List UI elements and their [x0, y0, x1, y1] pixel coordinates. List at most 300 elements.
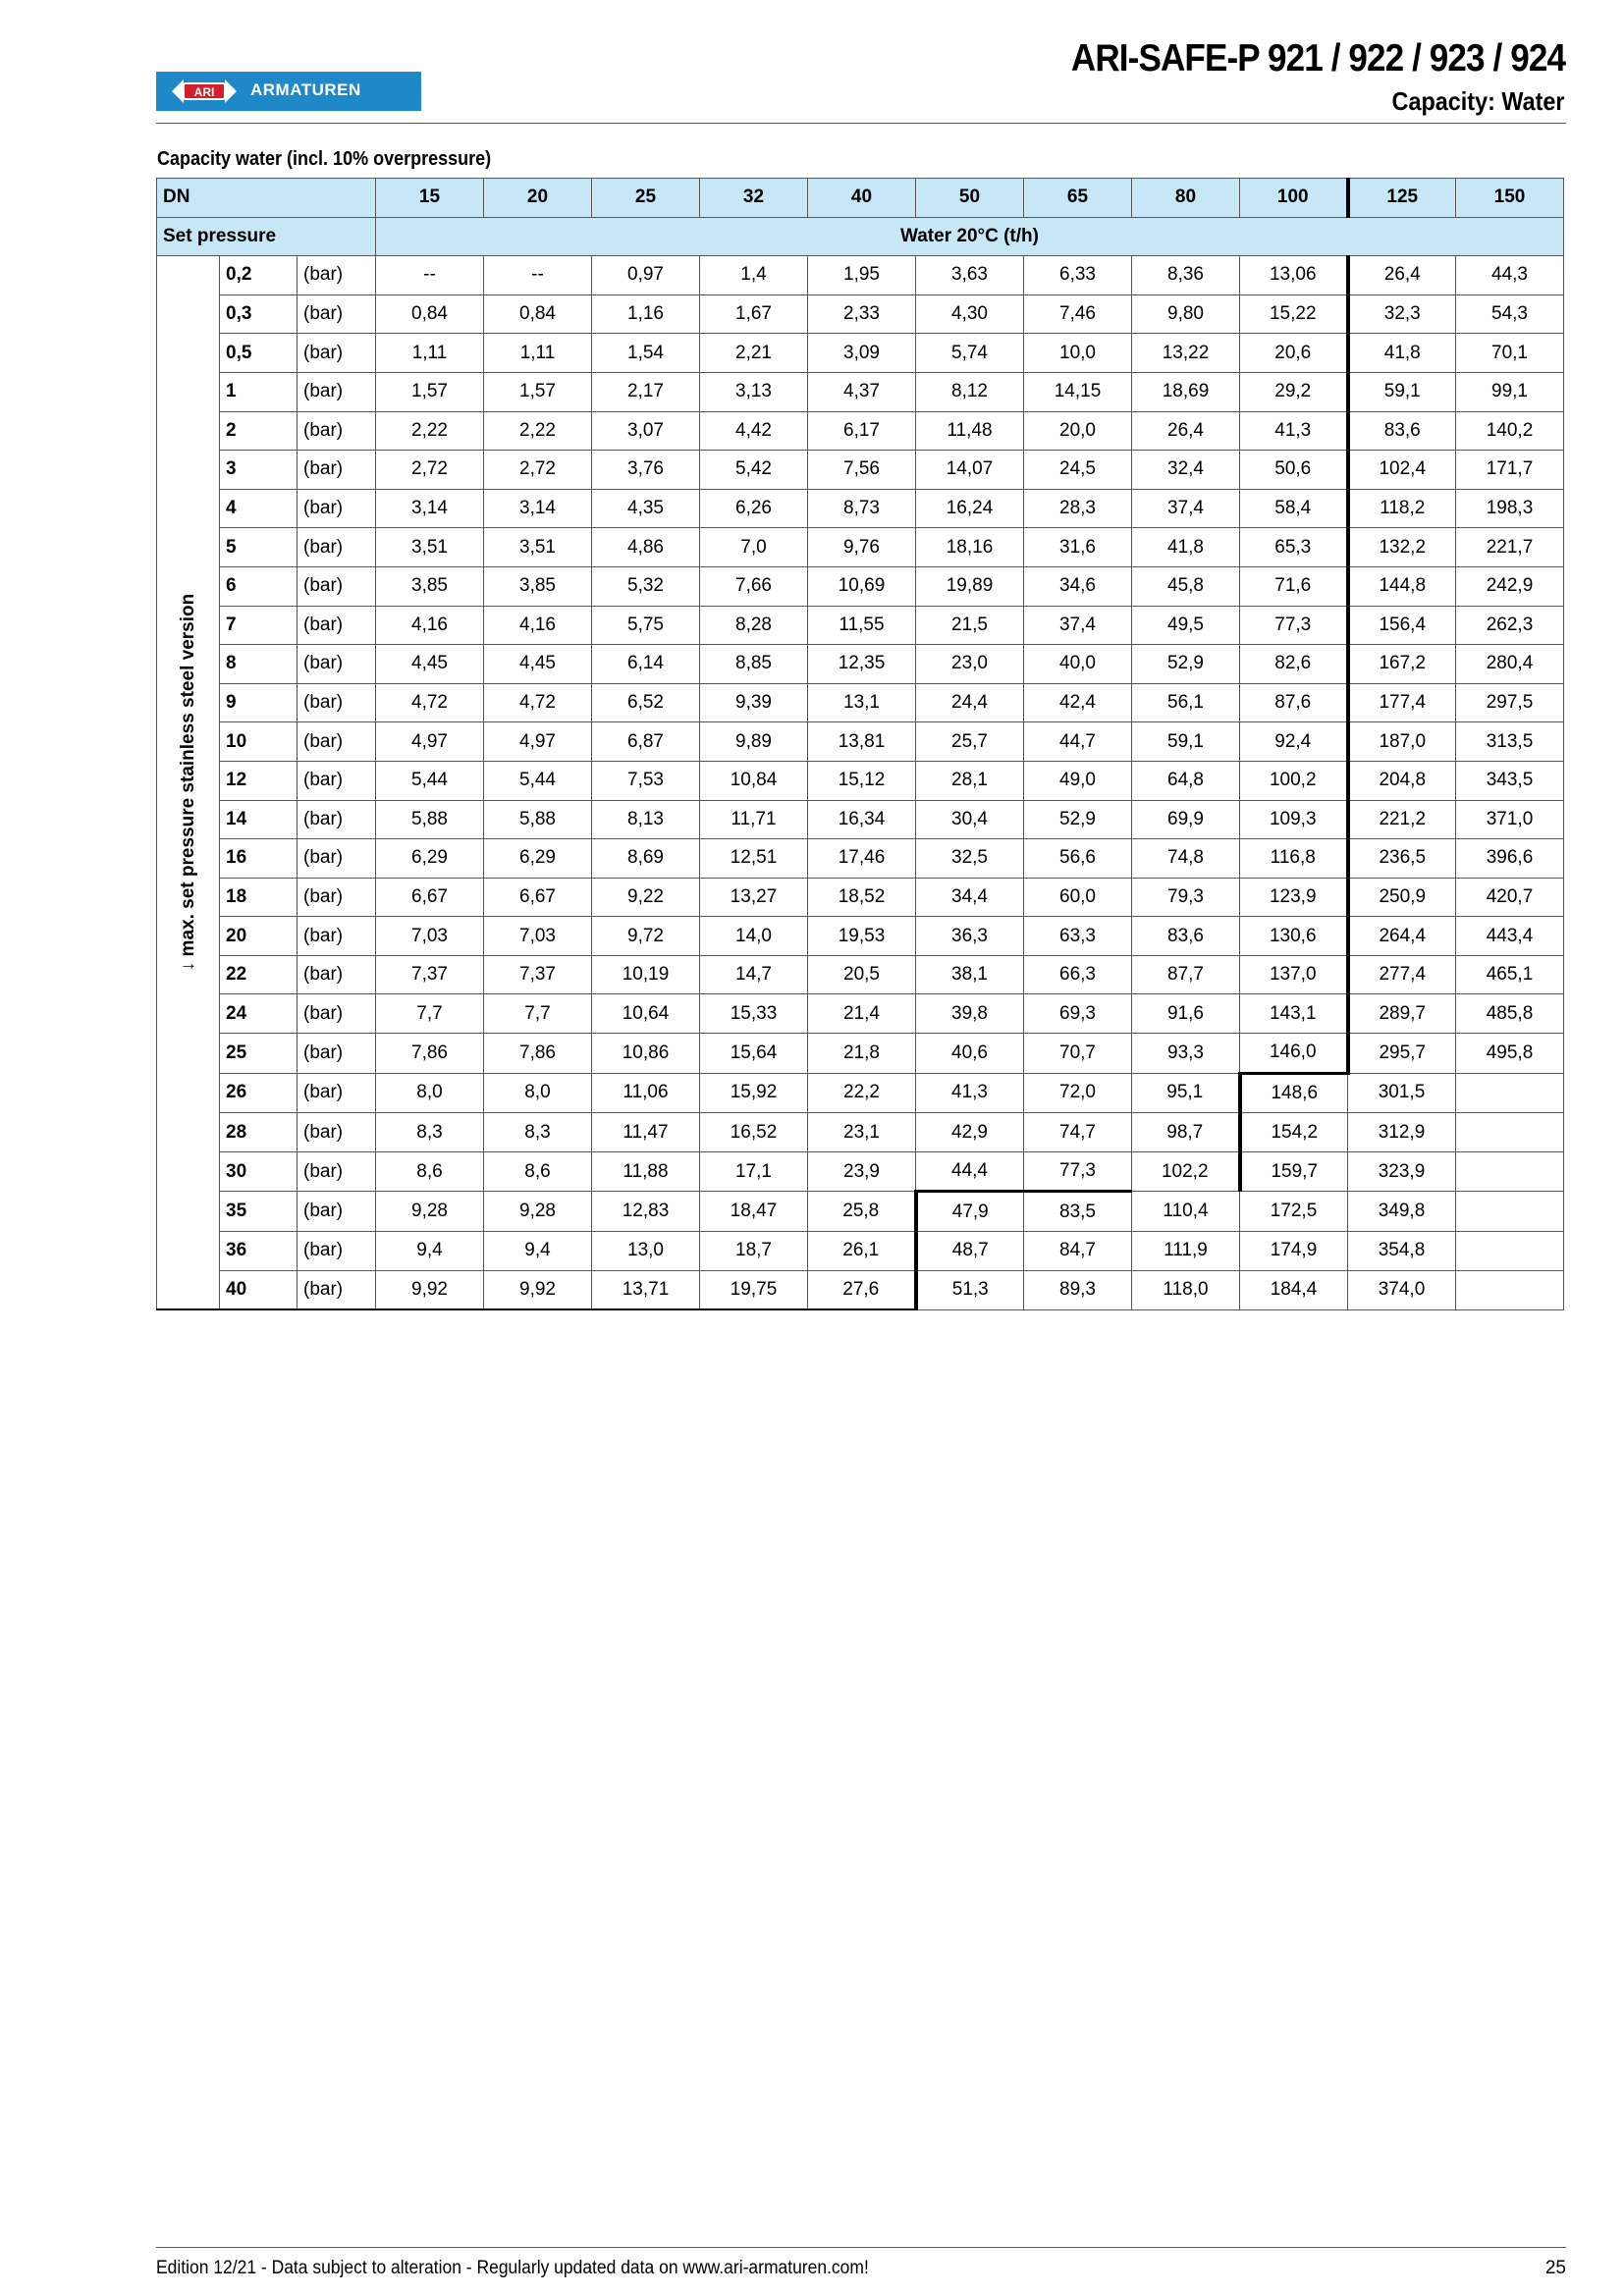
capacity-cell: 109,3 — [1240, 800, 1348, 839]
capacity-cell: 9,92 — [376, 1270, 484, 1309]
capacity-cell: 1,11 — [376, 334, 484, 373]
capacity-cell: 40,6 — [916, 1034, 1024, 1074]
capacity-cell: 56,1 — [1132, 683, 1240, 722]
capacity-cell: 14,15 — [1024, 372, 1132, 411]
capacity-cell: 277,4 — [1348, 955, 1456, 994]
capacity-cell: 5,44 — [484, 761, 592, 800]
capacity-cell: 5,74 — [916, 334, 1024, 373]
dn-header-cell: 150 — [1456, 179, 1564, 218]
capacity-cell: 26,1 — [808, 1232, 916, 1271]
capacity-cell: 10,86 — [592, 1034, 700, 1074]
table-row — [157, 489, 1564, 528]
capacity-cell: 144,8 — [1348, 566, 1456, 606]
capacity-cell: 118,0 — [1132, 1270, 1240, 1309]
capacity-cell: 15,92 — [700, 1073, 808, 1113]
capacity-cell: 371,0 — [1456, 800, 1564, 839]
capacity-cell: 6,17 — [808, 411, 916, 451]
capacity-cell: 323,9 — [1348, 1151, 1456, 1192]
capacity-cell: 83,6 — [1348, 411, 1456, 451]
capacity-cell: 2,22 — [484, 411, 592, 451]
set-pressure-cell: 7 — [220, 606, 298, 645]
capacity-cell: 130,6 — [1240, 917, 1348, 956]
capacity-cell: 30,4 — [916, 800, 1024, 839]
capacity-cell: 12,35 — [808, 645, 916, 684]
capacity-cell: 6,26 — [700, 489, 808, 528]
capacity-cell: 4,16 — [484, 606, 592, 645]
capacity-cell: 18,47 — [700, 1192, 808, 1232]
capacity-cell: 7,03 — [376, 917, 484, 956]
capacity-cell: 0,97 — [592, 256, 700, 295]
capacity-cell: 6,52 — [592, 683, 700, 722]
capacity-cell: 13,81 — [808, 722, 916, 762]
capacity-cell: 171,7 — [1456, 451, 1564, 490]
capacity-cell: 18,69 — [1132, 372, 1240, 411]
capacity-cell: 9,4 — [484, 1232, 592, 1271]
capacity-cell: 349,8 — [1348, 1192, 1456, 1232]
table-row — [157, 528, 1564, 567]
unit-cell: (bar) — [298, 878, 376, 917]
capacity-cell: 2,22 — [376, 411, 484, 451]
capacity-cell: 3,51 — [376, 528, 484, 567]
capacity-cell: 28,1 — [916, 761, 1024, 800]
capacity-cell: 22,2 — [808, 1073, 916, 1113]
capacity-cell: 10,0 — [1024, 334, 1132, 373]
capacity-cell: 13,22 — [1132, 334, 1240, 373]
table-row — [157, 761, 1564, 800]
capacity-cell: 40,0 — [1024, 645, 1132, 684]
set-pressure-cell: 36 — [220, 1232, 298, 1271]
capacity-cell: 6,29 — [484, 839, 592, 879]
capacity-cell: 16,52 — [700, 1113, 808, 1152]
capacity-cell: 204,8 — [1348, 761, 1456, 800]
capacity-cell: 9,80 — [1132, 294, 1240, 334]
capacity-cell: 289,7 — [1348, 994, 1456, 1034]
set-pressure-cell: 6 — [220, 566, 298, 606]
set-pressure-cell: 28 — [220, 1113, 298, 1152]
capacity-cell: 15,33 — [700, 994, 808, 1034]
capacity-cell: 148,6 — [1240, 1073, 1348, 1113]
capacity-cell: 7,86 — [376, 1034, 484, 1074]
capacity-cell: 140,2 — [1456, 411, 1564, 451]
capacity-cell: 132,2 — [1348, 528, 1456, 567]
capacity-cell: 87,7 — [1132, 955, 1240, 994]
capacity-cell: 98,7 — [1132, 1113, 1240, 1152]
table-row — [157, 1270, 1564, 1309]
capacity-cell: 29,2 — [1240, 372, 1348, 411]
capacity-cell: 7,86 — [484, 1034, 592, 1074]
footer-divider — [156, 2247, 1566, 2248]
capacity-cell: 374,0 — [1348, 1270, 1456, 1309]
capacity-cell: 6,67 — [484, 878, 592, 917]
unit-cell: (bar) — [298, 839, 376, 879]
capacity-cell: 7,56 — [808, 451, 916, 490]
set-pressure-cell: 35 — [220, 1192, 298, 1232]
ari-logo-icon — [170, 75, 239, 108]
capacity-cell: 5,88 — [376, 800, 484, 839]
set-pressure-cell: 9 — [220, 683, 298, 722]
capacity-cell: 19,53 — [808, 917, 916, 956]
capacity-cell: 1,95 — [808, 256, 916, 295]
capacity-cell: 44,7 — [1024, 722, 1132, 762]
capacity-cell: 3,07 — [592, 411, 700, 451]
capacity-cell: 9,22 — [592, 878, 700, 917]
unit-cell: (bar) — [298, 489, 376, 528]
set-pressure-cell: 2 — [220, 411, 298, 451]
capacity-cell: 64,8 — [1132, 761, 1240, 800]
capacity-cell: 13,0 — [592, 1232, 700, 1271]
capacity-cell: 25,7 — [916, 722, 1024, 762]
set-pressure-cell: 18 — [220, 878, 298, 917]
capacity-cell: 45,8 — [1132, 566, 1240, 606]
capacity-cell: 21,8 — [808, 1034, 916, 1074]
unit-cell: (bar) — [298, 606, 376, 645]
unit-cell: (bar) — [298, 1192, 376, 1232]
document-subtitle: Capacity: Water — [1392, 86, 1565, 116]
set-pressure-cell: 12 — [220, 761, 298, 800]
set-pressure-cell: 30 — [220, 1151, 298, 1192]
capacity-cell — [1456, 1270, 1564, 1309]
capacity-cell: 59,1 — [1132, 722, 1240, 762]
capacity-cell: 18,16 — [916, 528, 1024, 567]
capacity-cell: 13,71 — [592, 1270, 700, 1309]
capacity-cell: 7,37 — [376, 955, 484, 994]
dn-label: DN — [157, 179, 376, 218]
capacity-cell: 52,9 — [1132, 645, 1240, 684]
set-pressure-header-row — [157, 217, 1564, 256]
capacity-cell: 5,32 — [592, 566, 700, 606]
capacity-cell: 280,4 — [1456, 645, 1564, 684]
capacity-cell: 123,9 — [1240, 878, 1348, 917]
capacity-cell: 9,92 — [484, 1270, 592, 1309]
header-divider — [156, 123, 1566, 124]
capacity-cell: 24,5 — [1024, 451, 1132, 490]
capacity-cell: 146,0 — [1240, 1034, 1348, 1074]
capacity-cell: 3,14 — [376, 489, 484, 528]
capacity-cell: 7,03 — [484, 917, 592, 956]
set-pressure-cell: 1 — [220, 372, 298, 411]
capacity-cell: 12,51 — [700, 839, 808, 879]
capacity-cell: 4,97 — [484, 722, 592, 762]
set-pressure-cell: 20 — [220, 917, 298, 956]
set-pressure-cell: 24 — [220, 994, 298, 1034]
set-pressure-cell: 25 — [220, 1034, 298, 1074]
capacity-cell: 11,88 — [592, 1151, 700, 1192]
capacity-cell: 21,5 — [916, 606, 1024, 645]
capacity-cell: 34,6 — [1024, 566, 1132, 606]
capacity-cell — [1456, 1151, 1564, 1192]
table-row — [157, 1034, 1564, 1074]
set-pressure-cell: 16 — [220, 839, 298, 879]
set-pressure-cell: 14 — [220, 800, 298, 839]
capacity-cell: 312,9 — [1348, 1113, 1456, 1152]
unit-cell: (bar) — [298, 528, 376, 567]
capacity-cell: 20,5 — [808, 955, 916, 994]
capacity-cell: 59,1 — [1348, 372, 1456, 411]
table-row — [157, 645, 1564, 684]
capacity-cell: 3,14 — [484, 489, 592, 528]
capacity-cell: 10,64 — [592, 994, 700, 1034]
capacity-cell: 396,6 — [1456, 839, 1564, 879]
capacity-cell: 4,97 — [376, 722, 484, 762]
capacity-cell: 36,3 — [916, 917, 1024, 956]
capacity-cell: 13,27 — [700, 878, 808, 917]
capacity-cell: 26,4 — [1348, 256, 1456, 295]
capacity-cell: 13,1 — [808, 683, 916, 722]
capacity-cell: 4,42 — [700, 411, 808, 451]
capacity-cell: 159,7 — [1240, 1151, 1348, 1192]
capacity-cell: 221,2 — [1348, 800, 1456, 839]
capacity-cell: 2,17 — [592, 372, 700, 411]
dn-header-cell: 50 — [916, 179, 1024, 218]
capacity-cell: 16,34 — [808, 800, 916, 839]
capacity-cell: 84,7 — [1024, 1232, 1132, 1271]
unit-cell: (bar) — [298, 917, 376, 956]
capacity-cell: 420,7 — [1456, 878, 1564, 917]
capacity-cell: 19,75 — [700, 1270, 808, 1309]
capacity-cell: 51,3 — [916, 1270, 1024, 1309]
capacity-cell: 5,88 — [484, 800, 592, 839]
capacity-cell: 116,8 — [1240, 839, 1348, 879]
capacity-cell: 295,7 — [1348, 1034, 1456, 1074]
capacity-cell: 11,48 — [916, 411, 1024, 451]
capacity-cell — [1456, 1232, 1564, 1271]
unit-cell: (bar) — [298, 800, 376, 839]
capacity-cell: 167,2 — [1348, 645, 1456, 684]
table-row — [157, 955, 1564, 994]
capacity-cell: 143,1 — [1240, 994, 1348, 1034]
capacity-cell: 17,1 — [700, 1151, 808, 1192]
capacity-cell: 70,1 — [1456, 334, 1564, 373]
capacity-cell: 9,72 — [592, 917, 700, 956]
capacity-cell: 4,86 — [592, 528, 700, 567]
capacity-cell: 8,6 — [376, 1151, 484, 1192]
table-row — [157, 839, 1564, 879]
unit-cell: (bar) — [298, 1073, 376, 1113]
table-row — [157, 372, 1564, 411]
capacity-cell: 7,7 — [484, 994, 592, 1034]
capacity-cell: 9,28 — [376, 1192, 484, 1232]
capacity-cell: 8,3 — [484, 1113, 592, 1152]
capacity-cell: 11,47 — [592, 1113, 700, 1152]
table-row — [157, 683, 1564, 722]
capacity-cell: 198,3 — [1456, 489, 1564, 528]
capacity-cell: 52,9 — [1024, 800, 1132, 839]
capacity-cell: 8,28 — [700, 606, 808, 645]
capacity-cell: 20,0 — [1024, 411, 1132, 451]
capacity-cell: 41,8 — [1348, 334, 1456, 373]
capacity-cell: 118,2 — [1348, 489, 1456, 528]
capacity-cell: 72,0 — [1024, 1073, 1132, 1113]
set-pressure-cell: 4 — [220, 489, 298, 528]
capacity-cell: 6,14 — [592, 645, 700, 684]
capacity-cell: 8,73 — [808, 489, 916, 528]
table-caption: Capacity water (incl. 10% overpressure) — [157, 148, 492, 170]
capacity-cell: 15,22 — [1240, 294, 1348, 334]
capacity-cell: 24,4 — [916, 683, 1024, 722]
capacity-cell: 10,19 — [592, 955, 700, 994]
capacity-cell: 1,57 — [376, 372, 484, 411]
unit-cell: (bar) — [298, 566, 376, 606]
unit-cell: (bar) — [298, 1034, 376, 1074]
capacity-cell: 14,0 — [700, 917, 808, 956]
capacity-cell: 7,66 — [700, 566, 808, 606]
dn-header-row — [157, 179, 1564, 218]
dn-header-cell: 25 — [592, 179, 700, 218]
capacity-cell: 11,55 — [808, 606, 916, 645]
capacity-cell: 99,1 — [1456, 372, 1564, 411]
capacity-table — [156, 178, 1564, 1310]
capacity-cell: 111,9 — [1132, 1232, 1240, 1271]
capacity-cell: 7,53 — [592, 761, 700, 800]
capacity-cell: 21,4 — [808, 994, 916, 1034]
unit-cell: (bar) — [298, 334, 376, 373]
capacity-cell: 25,8 — [808, 1192, 916, 1232]
logo-text: ARMATUREN — [250, 80, 361, 99]
set-pressure-cell: 0,5 — [220, 334, 298, 373]
set-pressure-cell: 26 — [220, 1073, 298, 1113]
unit-cell: (bar) — [298, 1232, 376, 1271]
max-set-pressure-label: ↓ max. set pressure stainless steel version — [177, 593, 198, 972]
capacity-cell: 7,0 — [700, 528, 808, 567]
capacity-cell: 3,76 — [592, 451, 700, 490]
capacity-cell: 4,30 — [916, 294, 1024, 334]
capacity-cell: 250,9 — [1348, 878, 1456, 917]
capacity-cell: 47,9 — [916, 1192, 1024, 1232]
capacity-cell: 7,37 — [484, 955, 592, 994]
capacity-cell: 262,3 — [1456, 606, 1564, 645]
capacity-cell: 27,6 — [808, 1270, 916, 1309]
capacity-cell: 56,6 — [1024, 839, 1132, 879]
capacity-cell: 10,84 — [700, 761, 808, 800]
capacity-cell: 8,0 — [376, 1073, 484, 1113]
capacity-cell: 58,4 — [1240, 489, 1348, 528]
capacity-cell: 242,9 — [1456, 566, 1564, 606]
capacity-cell: 495,8 — [1456, 1034, 1564, 1074]
capacity-cell: 37,4 — [1132, 489, 1240, 528]
capacity-cell: 8,0 — [484, 1073, 592, 1113]
capacity-cell: 9,28 — [484, 1192, 592, 1232]
unit-cell: (bar) — [298, 294, 376, 334]
capacity-cell: 17,46 — [808, 839, 916, 879]
set-pressure-cell: 8 — [220, 645, 298, 684]
capacity-cell: 69,9 — [1132, 800, 1240, 839]
table-row — [157, 1113, 1564, 1152]
set-pressure-cell: 40 — [220, 1270, 298, 1309]
unit-cell: (bar) — [298, 372, 376, 411]
capacity-cell: 34,4 — [916, 878, 1024, 917]
dn-header-cell: 65 — [1024, 179, 1132, 218]
capacity-cell: 3,85 — [484, 566, 592, 606]
capacity-cell: 3,09 — [808, 334, 916, 373]
capacity-cell: 0,84 — [376, 294, 484, 334]
capacity-cell: 26,4 — [1132, 411, 1240, 451]
capacity-cell: 74,7 — [1024, 1113, 1132, 1152]
capacity-cell: 15,12 — [808, 761, 916, 800]
unit-cell: (bar) — [298, 411, 376, 451]
capacity-cell: 2,72 — [484, 451, 592, 490]
table-row — [157, 1073, 1564, 1113]
capacity-cell: 1,57 — [484, 372, 592, 411]
capacity-cell: 71,6 — [1240, 566, 1348, 606]
capacity-cell: 9,89 — [700, 722, 808, 762]
table-row — [157, 411, 1564, 451]
capacity-cell: 32,3 — [1348, 294, 1456, 334]
unit-cell: (bar) — [298, 1151, 376, 1192]
capacity-cell: 5,75 — [592, 606, 700, 645]
capacity-cell: 313,5 — [1456, 722, 1564, 762]
table-row — [157, 1232, 1564, 1271]
unit-cell: (bar) — [298, 761, 376, 800]
capacity-cell: 1,11 — [484, 334, 592, 373]
capacity-cell: 92,4 — [1240, 722, 1348, 762]
capacity-cell: 93,3 — [1132, 1034, 1240, 1074]
document-title: ARI-SAFE-P 921 / 922 / 923 / 924 — [1070, 37, 1565, 80]
table-row — [157, 800, 1564, 839]
capacity-cell: 89,3 — [1024, 1270, 1132, 1309]
capacity-cell: 174,9 — [1240, 1232, 1348, 1271]
capacity-cell: 77,3 — [1024, 1151, 1132, 1192]
capacity-cell: 6,67 — [376, 878, 484, 917]
capacity-cell: 187,0 — [1348, 722, 1456, 762]
capacity-cell: 42,4 — [1024, 683, 1132, 722]
capacity-cell: 4,37 — [808, 372, 916, 411]
capacity-cell: 1,4 — [700, 256, 808, 295]
capacity-cell: 172,5 — [1240, 1192, 1348, 1232]
table-row — [157, 294, 1564, 334]
set-pressure-label: Set pressure — [157, 217, 376, 256]
capacity-cell: 38,1 — [916, 955, 1024, 994]
capacity-cell: 110,4 — [1132, 1192, 1240, 1232]
capacity-cell: 236,5 — [1348, 839, 1456, 879]
capacity-cell: 41,3 — [1240, 411, 1348, 451]
dn-header-cell: 100 — [1240, 179, 1348, 218]
dn-header-cell: 40 — [808, 179, 916, 218]
capacity-cell: 65,3 — [1240, 528, 1348, 567]
unit-cell: (bar) — [298, 256, 376, 295]
capacity-cell: 91,6 — [1132, 994, 1240, 1034]
capacity-cell: 1,67 — [700, 294, 808, 334]
capacity-cell: 14,7 — [700, 955, 808, 994]
table-row — [157, 878, 1564, 917]
capacity-cell: 77,3 — [1240, 606, 1348, 645]
capacity-cell: 4,72 — [376, 683, 484, 722]
capacity-cell: 8,3 — [376, 1113, 484, 1152]
capacity-cell: 100,2 — [1240, 761, 1348, 800]
dn-header-cell: 80 — [1132, 179, 1240, 218]
table-row — [157, 606, 1564, 645]
capacity-cell: 8,12 — [916, 372, 1024, 411]
capacity-cell: 74,8 — [1132, 839, 1240, 879]
capacity-cell: 297,5 — [1456, 683, 1564, 722]
capacity-cell: 11,71 — [700, 800, 808, 839]
capacity-cell: 8,6 — [484, 1151, 592, 1192]
capacity-cell: 6,29 — [376, 839, 484, 879]
capacity-cell: 8,85 — [700, 645, 808, 684]
dn-header-cell: 32 — [700, 179, 808, 218]
capacity-cell: 9,4 — [376, 1232, 484, 1271]
capacity-cell: 39,8 — [916, 994, 1024, 1034]
capacity-cell: 156,4 — [1348, 606, 1456, 645]
table-row — [157, 917, 1564, 956]
capacity-cell: 23,1 — [808, 1113, 916, 1152]
capacity-cell: 83,5 — [1024, 1192, 1132, 1232]
logo-mark-text: ARI — [193, 85, 215, 99]
table-row — [157, 451, 1564, 490]
capacity-cell: 354,8 — [1348, 1232, 1456, 1271]
capacity-cell: 42,9 — [916, 1113, 1024, 1152]
capacity-cell: 70,7 — [1024, 1034, 1132, 1074]
vertical-label-cell — [157, 256, 220, 1310]
